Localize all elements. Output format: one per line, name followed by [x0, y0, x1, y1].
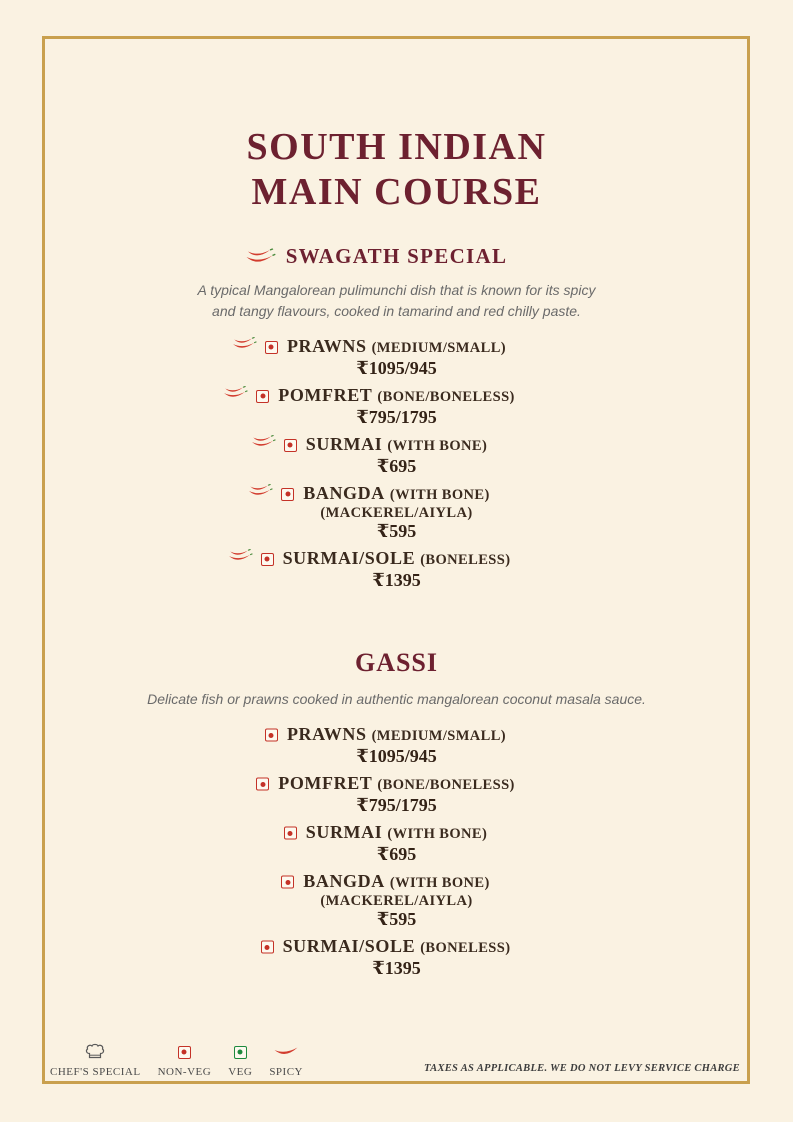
non-veg-icon: [261, 941, 274, 954]
legend-label: SPICY: [269, 1066, 303, 1078]
spicy-double-chilli-icon: [250, 435, 276, 455]
non-veg-icon: [284, 827, 297, 840]
item-name: BANGDA: [303, 871, 385, 891]
legend-veg: [228, 1042, 252, 1078]
non-veg-icon: [281, 876, 294, 889]
item-price: ₹795/1795: [356, 407, 437, 427]
item-detail: (MEDIUM/SMALL): [371, 728, 507, 744]
non-veg-icon: [265, 729, 278, 742]
legend-spicy: [269, 1042, 303, 1078]
legend-label: VEG: [228, 1066, 253, 1078]
menu-item: [0, 822, 793, 864]
item-price: ₹1095/945: [356, 746, 437, 766]
item-name: SURMAI/SOLE: [282, 548, 416, 568]
spicy-double-chilli-icon: [247, 484, 273, 504]
legend-label: NON-VEG: [157, 1066, 212, 1078]
item-name: BANGDA: [303, 483, 385, 503]
item-detail: (WITH BONE): [389, 487, 490, 503]
swagath-items: [0, 336, 793, 590]
non-veg-icon: [178, 1042, 191, 1062]
item-detail: (BONELESS): [420, 552, 511, 568]
item-price: ₹595: [376, 521, 417, 541]
non-veg-icon: [256, 390, 269, 403]
item-name: POMFRET: [278, 385, 373, 405]
item-detail: (MEDIUM/SMALL): [371, 340, 507, 356]
tax-note: TAXES AS APPLICABLE. WE DO NOT LEVY SERVICE CHARGE: [424, 1063, 740, 1074]
section-description: Delicate fish or prawns cooked in authentic mangalorean coconut masala sauce.: [147, 691, 646, 707]
item-detail: (BONE/BONELESS): [377, 777, 515, 793]
page-title: [0, 125, 793, 215]
item-detail: (BONELESS): [420, 940, 511, 956]
menu-item: [0, 724, 793, 766]
menu-item: [0, 336, 793, 378]
chef-hat-icon: [84, 1042, 106, 1062]
item-detail: (BONE/BONELESS): [377, 389, 515, 405]
section-heading-text: GASSI: [354, 648, 439, 677]
gassi-items: [0, 724, 793, 978]
spicy-icon: [273, 1042, 299, 1062]
item-price: ₹695: [376, 456, 417, 476]
section-heading-text: SWAGATH SPECIAL: [285, 244, 508, 268]
item-name: POMFRET: [278, 773, 373, 793]
item-price: ₹1395: [372, 958, 421, 978]
legend-non-veg: [158, 1042, 212, 1078]
section-heading-gassi: [0, 648, 793, 678]
item-subdetail: (MACKEREL/AIYLA): [320, 505, 473, 521]
spicy-double-chilli-icon: [227, 549, 253, 569]
menu-item: [0, 483, 793, 541]
item-price: ₹595: [376, 909, 417, 929]
item-price: ₹1095/945: [356, 358, 437, 378]
item-subdetail: (MACKEREL/AIYLA): [320, 893, 473, 909]
non-veg-icon: [265, 341, 278, 354]
item-name: PRAWNS: [286, 724, 367, 744]
menu-item: [0, 434, 793, 476]
section-heading-swagath: [0, 244, 793, 269]
item-price: ₹695: [376, 844, 417, 864]
non-veg-icon: [281, 488, 294, 501]
menu-item: [0, 548, 793, 590]
item-name: SURMAI: [305, 434, 383, 454]
non-veg-icon: [256, 778, 269, 791]
spicy-double-chilli-icon: [222, 386, 248, 406]
menu-item: [0, 936, 793, 978]
page-title-line1: SOUTH INDIAN: [246, 126, 547, 168]
menu-item: [0, 773, 793, 815]
menu-item: [0, 871, 793, 929]
legend-label: CHEF'S SPECIAL: [50, 1066, 141, 1078]
item-name: PRAWNS: [286, 336, 367, 356]
page-title-line2: MAIN COURSE: [251, 171, 542, 213]
menu-item: [0, 385, 793, 427]
non-veg-icon: [284, 439, 297, 452]
item-detail: (WITH BONE): [387, 438, 488, 454]
item-detail: (WITH BONE): [387, 826, 488, 842]
veg-icon: [234, 1042, 247, 1062]
item-detail: (WITH BONE): [389, 875, 490, 891]
legend-chefs-special: [50, 1042, 141, 1078]
non-veg-icon: [261, 553, 274, 566]
spicy-double-chilli-icon: [231, 337, 257, 357]
item-name: SURMAI/SOLE: [282, 936, 416, 956]
item-price: ₹795/1795: [356, 795, 437, 815]
item-name: SURMAI: [305, 822, 383, 842]
section-description: A typical Mangalorean pulimunchi dish that is known for its spicy and tangy flavours, cooked in tamarind and red chilly paste.: [197, 282, 596, 319]
legend: [50, 1042, 303, 1078]
spicy-double-chilli-icon: [244, 248, 276, 265]
item-price: ₹1395: [372, 570, 421, 590]
